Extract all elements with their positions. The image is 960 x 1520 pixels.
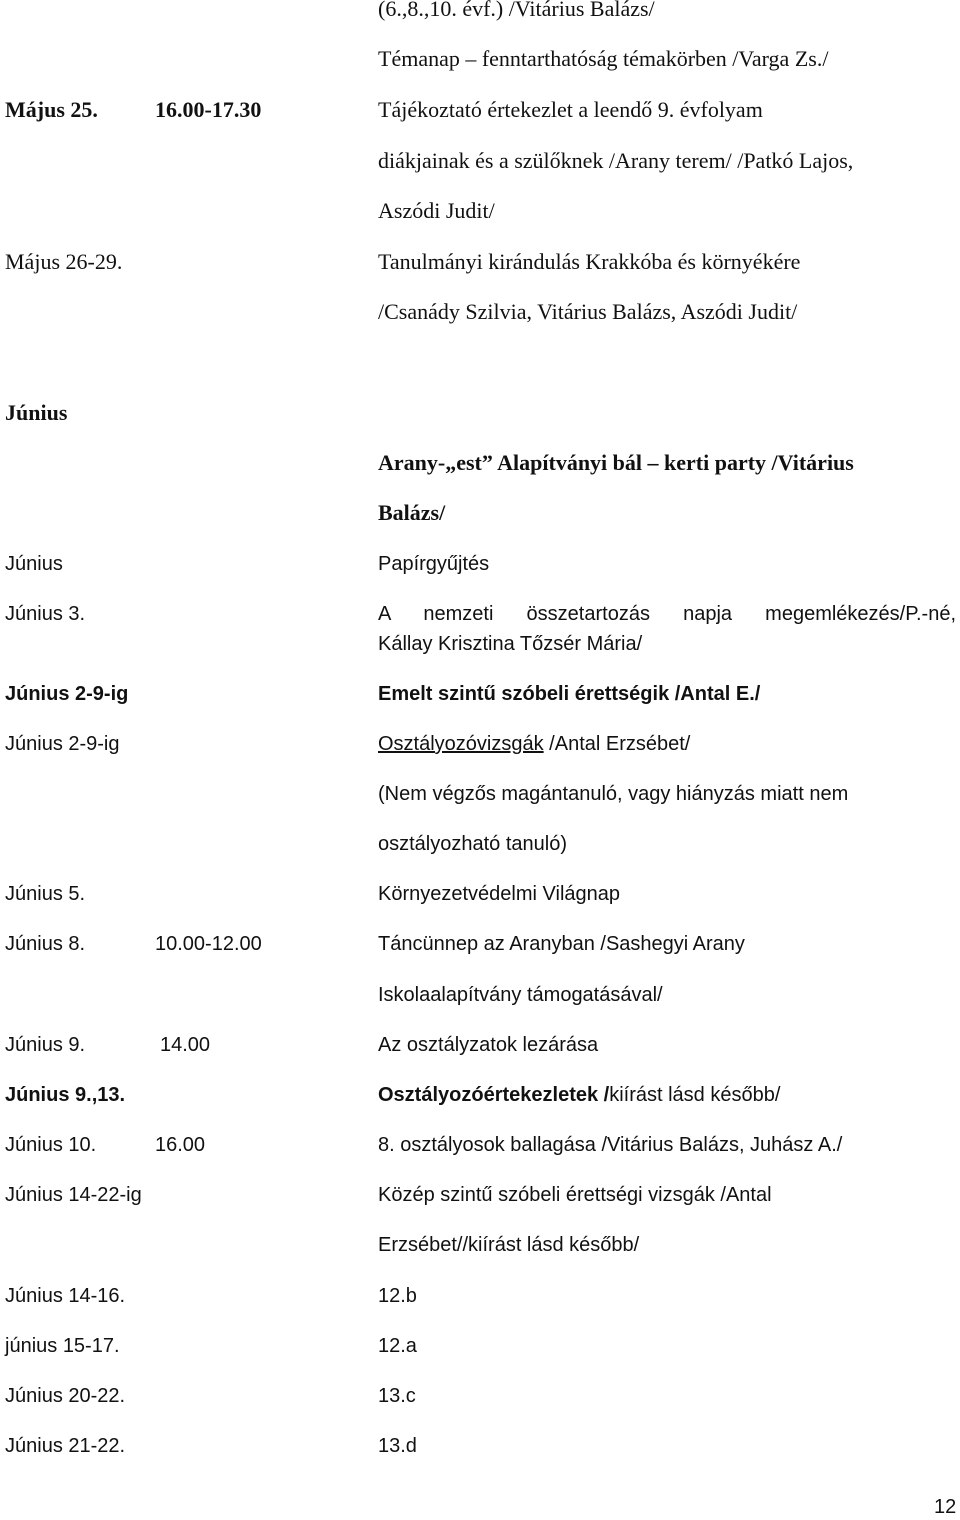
event-date: Május 25. [5,97,98,122]
event-date: Június 14-22-ig [5,1184,142,1206]
event-time: 16.00-17.30 [155,97,262,122]
event-date: Június 14-16. [5,1285,126,1307]
event-date: Június 20-22. [5,1385,126,1407]
event-date: Június 21-22. [5,1435,126,1457]
class-label: 13.c [378,1385,416,1407]
event-text: /Antal Erzsébet/ [543,733,691,755]
event-time: 10.00-12.00 [155,933,262,955]
event-line: osztályozható tanuló) [378,833,568,855]
event-date: Május 26-29. [5,249,123,274]
event-date: Június 2-9-ig [5,683,129,705]
event-line [378,731,690,757]
class-label: 13.d [378,1435,417,1457]
event-date: Június 8. [5,933,86,955]
event-line: Környezetvédelmi Világnap [378,883,621,905]
event-time: 14.00 [160,1034,211,1056]
event-line: Kállay Krisztina Tőzsér Mária/ [378,633,643,655]
event-text: kiírást lásd később/ [609,1084,781,1106]
event-line: Tájékoztató értekezlet a leendő 9. évfolyam [378,97,763,122]
event-line: Arany-„est” Alapítványi bál – kerti party /Vitárius [378,450,854,475]
event-date: Június [5,553,63,575]
event-date: Június 9. [5,1034,86,1056]
event-date: Június 2-9-ig [5,733,120,755]
event-line: Balázs/ [378,500,446,525]
event-line: Közép szintű szóbeli érettségi vizsgák /Antal [378,1184,772,1206]
event-line [378,1082,780,1108]
event-line: Tanulmányi kirándulás Krakkóba és környékére [378,249,801,274]
event-line: /Csanády Szilvia, Vitárius Balázs, Aszódi Judit/ [378,299,798,324]
event-line: Papírgyűjtés [378,553,490,575]
event-line: Táncünnep az Aranyban /Sashegyi Arany [378,933,745,955]
event-line: diákjainak és a szülőknek /Arany terem/ /Patkó Lajos, [378,148,854,173]
event-date: Június 3. [5,603,86,625]
event-line: Az osztályzatok lezárása [378,1034,599,1056]
month-heading: Június [5,400,68,425]
bold-text: Osztályozóértekezletek / [378,1084,610,1106]
event-line: (6.,8.,10. évf.) /Vitárius Balázs/ [378,0,655,21]
event-line: A nemzeti összetartozás napja megemlékezés/P.-né, [378,603,956,625]
event-line: Aszódi Judit/ [378,198,495,223]
event-line: 8. osztályosok ballagása /Vitárius Balázs, Juhász A./ [378,1134,843,1156]
event-date: Június 9.,13. [5,1084,126,1106]
event-line: Témanap – fenntarthatóság témakörben /Varga Zs./ [378,46,829,71]
class-label: 12.a [378,1335,417,1357]
event-line: (Nem végzős magántanuló, vagy hiányzás miatt nem [378,783,849,805]
event-date: Június 5. [5,883,86,905]
class-label: 12.b [378,1285,417,1307]
event-line: Emelt szintű szóbeli érettségik /Antal E./ [378,683,761,705]
event-date: június 15-17. [5,1335,120,1357]
underlined-text: Osztályozóvizsgák [378,733,544,755]
event-line: Iskolaalapítvány támogatásával/ [378,984,663,1006]
event-line: Erzsébet//kiírást lásd később/ [378,1234,640,1256]
event-time: 16.00 [155,1134,206,1156]
page-number: 12 [934,1496,957,1518]
event-date: Június 10. [5,1134,97,1156]
